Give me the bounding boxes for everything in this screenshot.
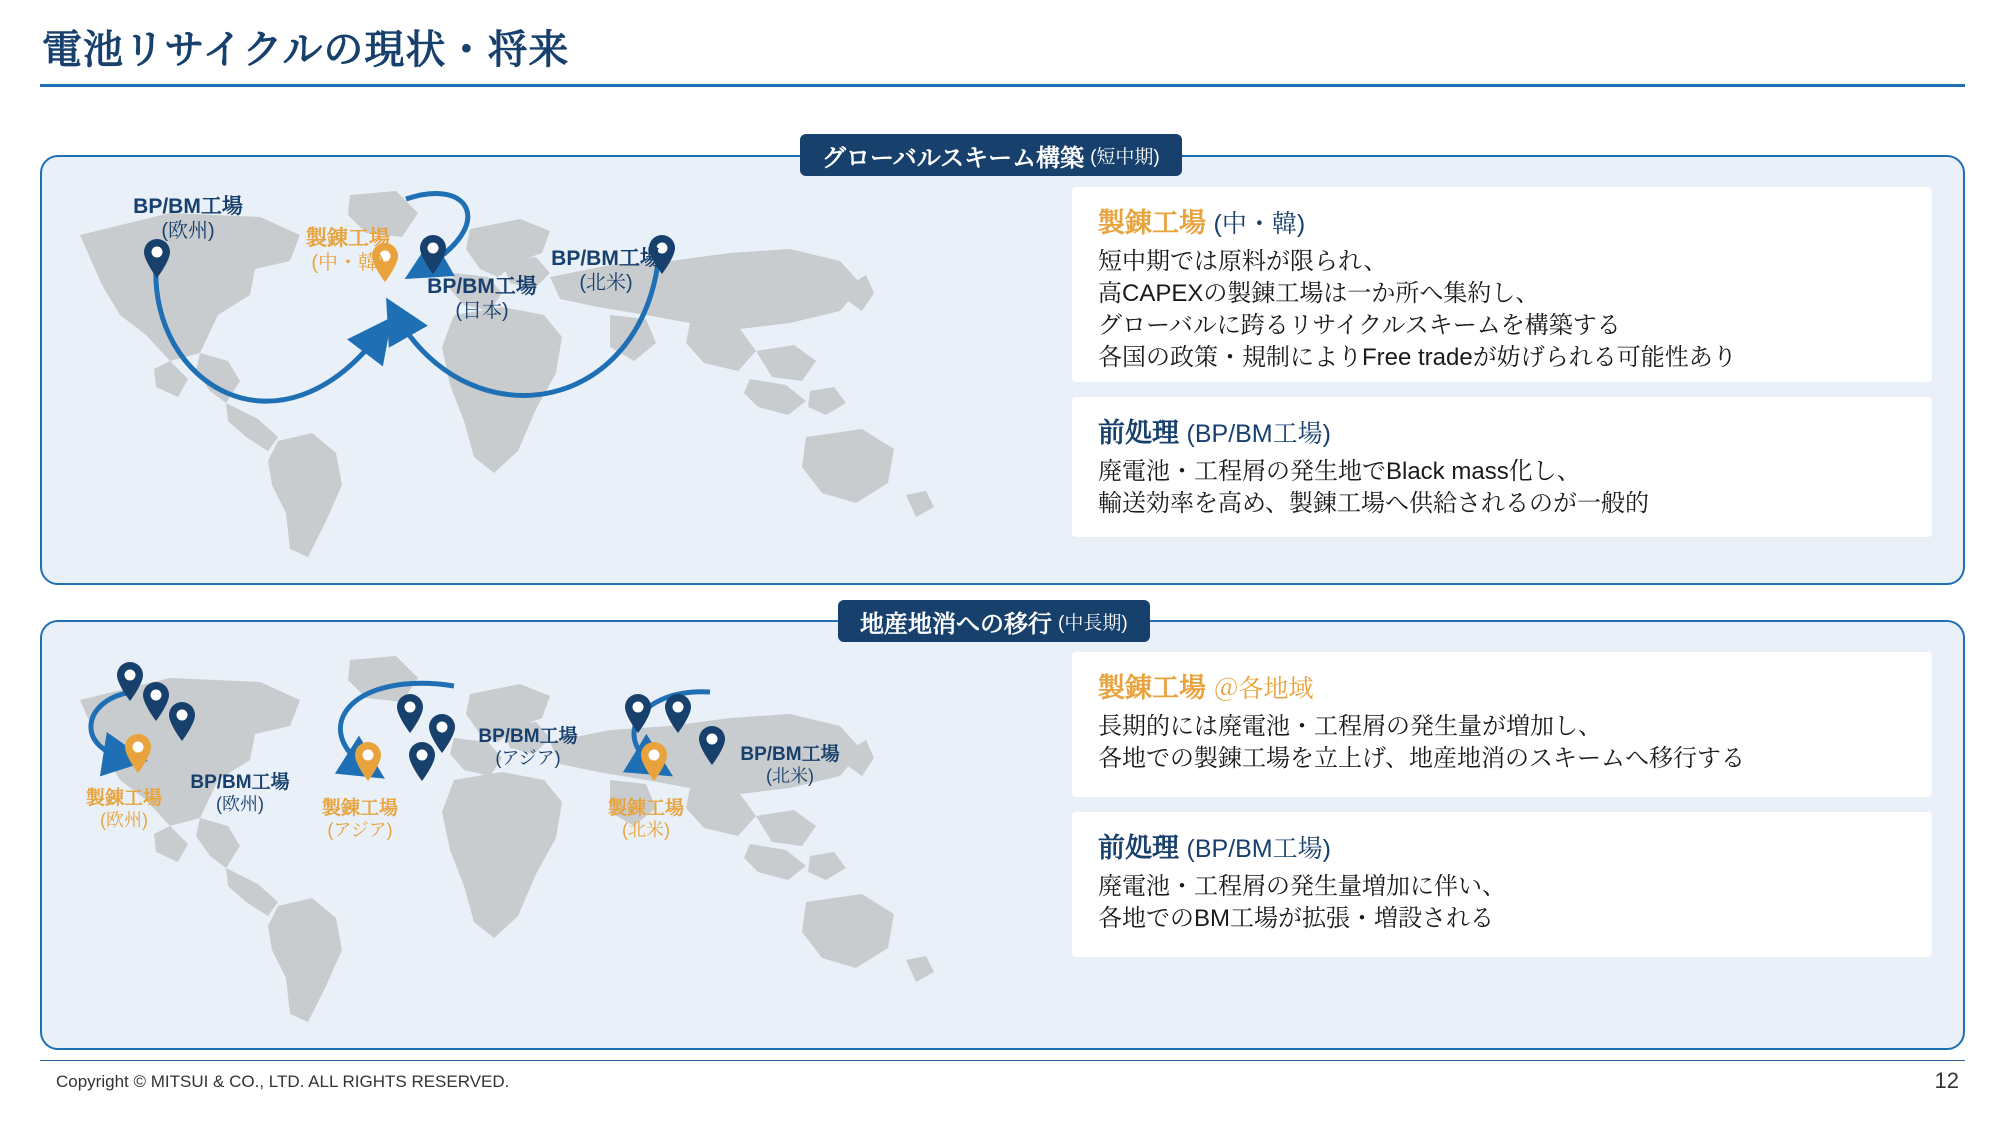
map-label-bpbm-europe: BP/BM工場 (欧州) xyxy=(190,772,290,815)
map-marker-bpbm-na-3[interactable] xyxy=(697,726,727,766)
map-marker-smelter-europe[interactable] xyxy=(123,734,153,774)
panel-tab-local-production: 地産地消への移行 (中長期) xyxy=(838,600,1150,642)
map-label-bpbm-europe: BP/BM工場 (欧州) xyxy=(133,195,243,242)
map-label-bpbm-japan: BP/BM工場 (日本) xyxy=(427,275,537,322)
world-map-top xyxy=(50,165,1070,573)
flow-arrows-bottom xyxy=(50,630,1070,1038)
map-marker-bpbm-na-2[interactable] xyxy=(663,694,693,734)
card-pretreatment-top xyxy=(1072,397,1932,537)
card-heading: 製錬工場 (中・韓) xyxy=(1098,208,1306,238)
map-label-smelter-na: 製錬工場 (北米) xyxy=(607,798,685,841)
map-marker-bpbm-na-1[interactable] xyxy=(623,694,653,734)
panel-global-scheme xyxy=(40,155,1965,585)
panel-tab-global-scheme: グローバルスキーム構築 (短中期) xyxy=(800,134,1182,176)
copyright-text: Copyright © MITSUI & CO., LTD. ALL RIGHTS RESERVED. xyxy=(56,1072,510,1091)
map-label-smelter-china-korea: 製錬工場 (中・韓) xyxy=(306,227,390,274)
map-label-bpbm-northamerica: BP/BM工場 (北米) xyxy=(551,247,661,294)
card-pretreatment-bottom xyxy=(1072,812,1932,957)
card-smelter-top xyxy=(1072,187,1932,382)
map-marker-bpbm-europe[interactable] xyxy=(142,239,172,279)
map-marker-bpbm-asia-3[interactable] xyxy=(407,742,437,782)
page-title: 電池リサイクルの現状・将来 xyxy=(42,28,570,72)
map-marker-smelter-asia[interactable] xyxy=(353,742,383,782)
card-smelter-bottom xyxy=(1072,652,1932,797)
map-marker-bpbm-japan[interactable] xyxy=(418,235,448,275)
card-body: 廃電池・工程屑の発生地でBlack mass化し、 輸送効率を高め、製錬工場へ供給されるのが一般的 xyxy=(1098,458,1650,517)
panel-local-production xyxy=(40,620,1965,1050)
map-label-bpbm-na: BP/BM工場 (北米) xyxy=(740,744,840,787)
card-heading: 前処理 (BP/BM工場) xyxy=(1098,418,1331,448)
world-map-bottom xyxy=(50,630,1070,1038)
card-body: 長期的には廃電池・工程屑の発生量が増加し、 各地での製錬工場を立上げ、地産地消のスキームへ移行する xyxy=(1098,713,1746,772)
footer-divider xyxy=(40,1060,1965,1061)
card-heading: 前処理 (BP/BM工場) xyxy=(1098,833,1331,863)
page-number: 12 xyxy=(1934,1068,1959,1093)
map-marker-bpbm-europe-3[interactable] xyxy=(167,702,197,742)
map-label-smelter-asia: 製錬工場 (アジア) xyxy=(321,798,399,841)
map-marker-smelter-na[interactable] xyxy=(639,742,669,782)
map-label-smelter-europe: 製錬工場 (欧州) xyxy=(85,788,163,831)
card-body: 廃電池・工程屑の発生量増加に伴い、 各地でのBM工場が拡張・増設される xyxy=(1098,873,1506,932)
map-marker-bpbm-asia-1[interactable] xyxy=(395,694,425,734)
card-heading: 製錬工場 ＠各地域 xyxy=(1098,673,1314,703)
card-body: 短中期では原料が限られ、 高CAPEXの製錬工場は一か所へ集約し、 グローバルに跨るリサイクルスキームを構築する 各国の政策・規制によりFree tradeが妨げられる可能性あり xyxy=(1098,248,1737,371)
title-divider xyxy=(40,84,1965,87)
map-label-bpbm-asia: BP/BM工場 (アジア) xyxy=(478,726,578,769)
